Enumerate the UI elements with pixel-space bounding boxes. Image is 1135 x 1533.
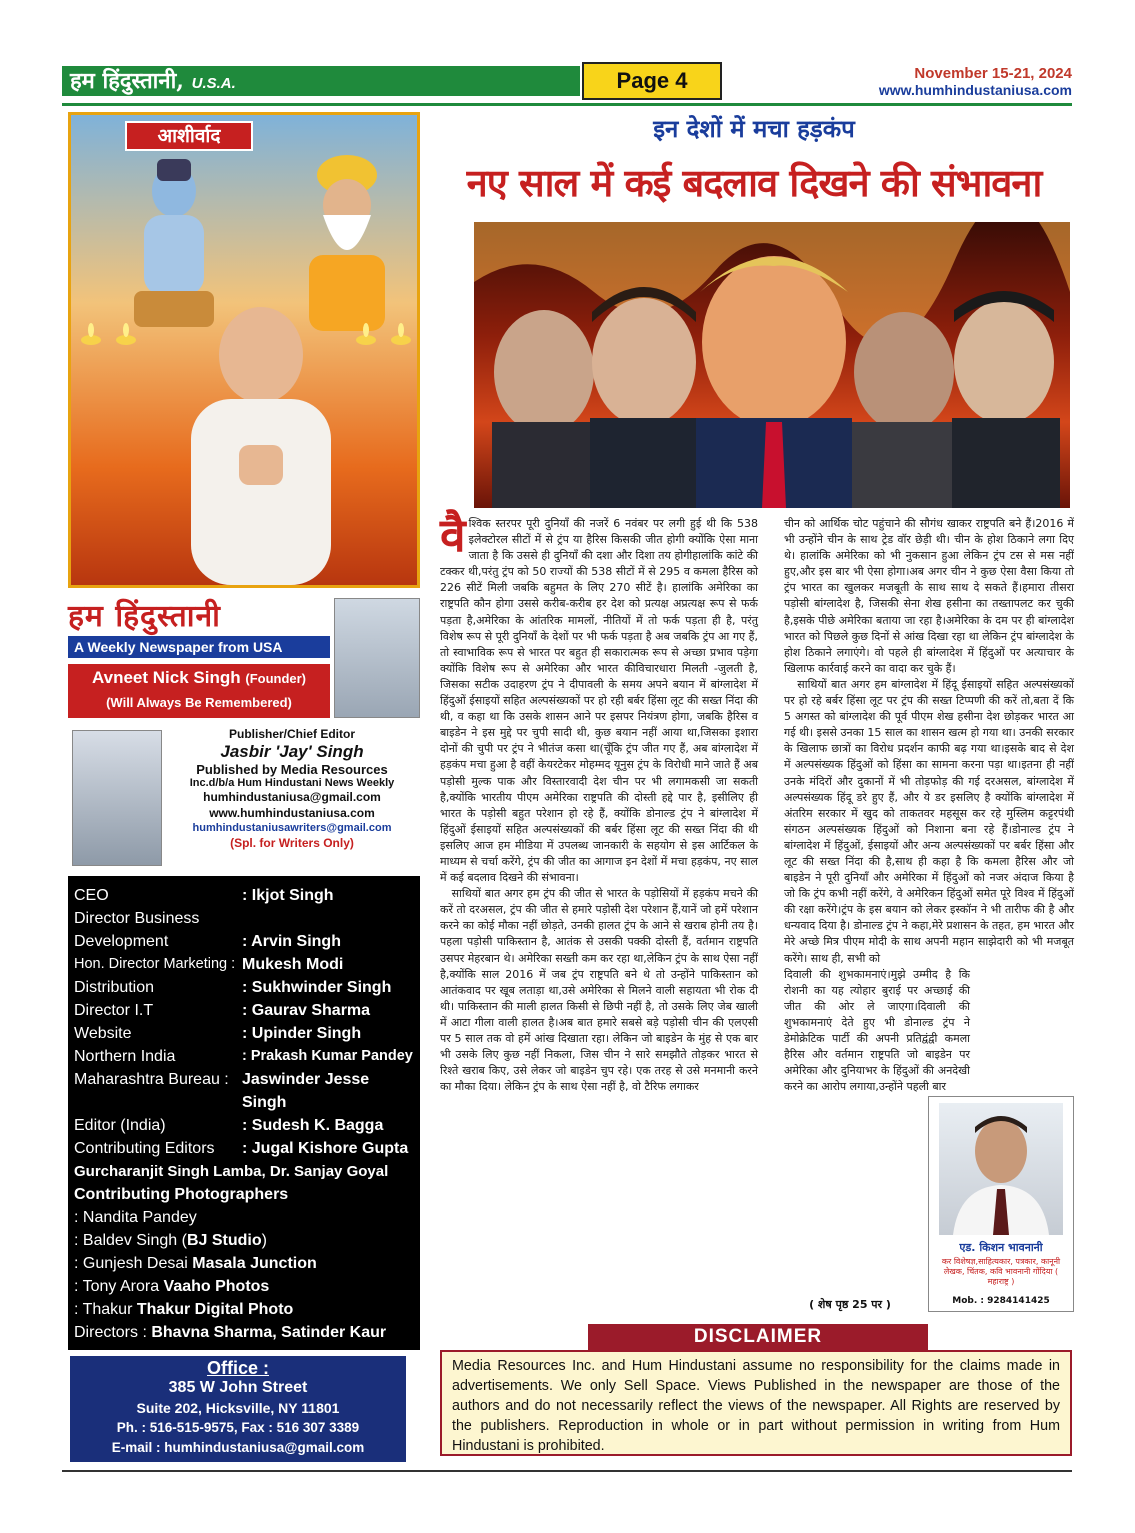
article-column-2 (784, 516, 1074, 1095)
author-box (928, 1096, 1074, 1312)
staff-photographer: : Thakur Thakur Digital Photo (74, 1301, 294, 1318)
founder-name: Avneet Nick Singh (91, 668, 241, 687)
staff-row (74, 953, 414, 976)
office-address (70, 1356, 406, 1462)
office-phone: Ph. : 516-515-9575, Fax : 516 307 3389 (116, 1420, 360, 1435)
disclaimer (440, 1320, 1072, 1456)
newspaper-masthead (68, 596, 420, 720)
article-headline: नए साल में कई बदलाव दिखने की संभावना (466, 161, 1042, 205)
staff-role: CEO (74, 887, 109, 904)
office-title: Office : (206, 1358, 269, 1378)
staff-row (74, 1045, 414, 1068)
founder-box (68, 664, 330, 718)
staff-person: : Ikjot Singh (242, 887, 334, 904)
writers-note: (Spl. for Writers Only) (230, 836, 354, 850)
founder-note: (Will Always Be Remembered) (106, 695, 292, 710)
staff-role: Contributing Photographers (74, 1186, 289, 1203)
article-kicker: इन देशों में मचा हड़कंप (653, 115, 855, 143)
publisher-block (68, 726, 420, 870)
paper-title-suffix: U.S.A. (191, 75, 236, 92)
office-email[interactable]: E-mail : humhindustaniusa@gmail.com (111, 1440, 365, 1455)
masthead-bar (62, 66, 580, 96)
disclaimer-title: DISCLAIMER (588, 1324, 928, 1350)
author-photo (939, 1103, 1063, 1235)
staff-row (74, 999, 414, 1022)
staff-photographer: : Tony Arora Vaaho Photos (74, 1278, 270, 1295)
staff-person: : Sukhwinder Singh (242, 979, 392, 996)
staff-person: Singh (242, 1094, 287, 1111)
article-paragraph: चीन को आर्थिक चोट पहुंचाने की सौगंध खाकर राष्ट्रपति बने हैं।2016 में भी उन्होंने चीन के साथ ट्रेड वॉर छेड़ी थी। चीन के होश ठिकाने लगा दिए थे। हालांकि अमेरिका को भी नुकसान हुआ लेकिन ट्रंप टस से मस नहीं हुए,और इस बार भी ऐसा होगा।अब अगर चीन ने कुछ ऐसा वैसा किया तो ट्रंप भारत का खुलकर मजबूती के साथ साथ दे सकते हैं।हमारा तीसरा पड़ोसी बांग्लादेश है, जिसकी सेना शेख हसीना का तख्तापलट कर चुकी है,इसके पीछे अमेरिका बताया जा रहा है।अमेरिका के दम पर ही बांग्लादेश भारत को पिछले कुछ दिनों से आंख दिखा रहा था लेकिन ट्रंप बांग्लादेश के होश ठिकाने लगाएंगे। वो पहले ही बांग्लादेश में हिंदुओं पर अत्याचार के खिलाफ कार्रवाई करने का वादा कर चुके हैं। (784, 517, 1074, 675)
staff-photographer: : Nandita Pandey (74, 1209, 197, 1226)
staff-role: Website (74, 1025, 132, 1042)
founder-photo (334, 598, 420, 718)
staff-photographer: : Baldev Singh (BJ Studio) (74, 1232, 267, 1249)
office-suite: Suite 202, Hicksville, NY 11801 (136, 1400, 340, 1416)
header-meta (724, 66, 1072, 96)
staff-person: : Arvin Singh (242, 933, 341, 950)
staff-person: : Gaurav Sharma (242, 1002, 371, 1019)
staff-row (74, 1091, 414, 1114)
staff-role: Development (74, 933, 169, 950)
office-street: 385 W John Street (168, 1379, 308, 1396)
staff-row (74, 1022, 414, 1045)
page-number: Page 4 (582, 62, 722, 100)
staff-person: Jaswinder Jesse (242, 1071, 370, 1088)
staff-role: Contributing Editors (74, 1140, 215, 1157)
blessing-badge: आशीर्वाद (125, 121, 253, 151)
disclaimer-text: Media Resources Inc. and Hum Hindustani assume no responsibility for the claims made in advertisements. We only Sell Space. Views Published in the newspaper are those of the authors and do not necessarily reflect the views of the newspaper. All Rights are reserved by the publishers. Reproduction in whole or in part without permission in writing from Hum Hindustani is prohibited. (440, 1350, 1072, 1456)
publisher-name: Jasbir 'Jay' Singh (220, 742, 364, 761)
staff-person: : Sudesh K. Bagga (242, 1117, 384, 1134)
staff-photographer: : Gunjesh Desai Masala Junction (74, 1255, 317, 1272)
staff-row (74, 1068, 414, 1091)
leaders-illustration (474, 222, 1070, 508)
staff-row (74, 1114, 414, 1137)
author-description: कर विशेषज्ञ,साहित्यकार, पत्रकार, कानूनी लेखक, चिंतक, कवि भावनानी गोंदिया ( महाराष्ट्र ) (941, 1257, 1061, 1286)
staff-row (74, 1137, 414, 1160)
founder-role: (Founder) (245, 671, 307, 686)
staff-role: Northern India (74, 1048, 176, 1065)
staff-photographers-title (74, 1183, 414, 1206)
newspaper-logo: हम हिंदुस्तानी (68, 599, 221, 634)
staff-row (74, 976, 414, 999)
dropcap: वै (440, 508, 466, 562)
article-paragraph: साथियों बात अगर हम बांग्लादेश में हिंदू ईसाइयों सहित अल्पसंख्यकों पर हो रहे बर्बर हिंसा लूट पर ट्रंप की सख्त टिप्पणी की करें तो,बता दें कि 5 अगस्त को बांग्लादेश की पूर्व पीएम शेख हसीना देश छोड़कर भारत आ गई थी। इससे उनका 15 साल का शासन खत्म हो गया था। उनकी सरकार के खिलाफ छात्रों का विरोध प्रदर्शन काफी बढ़ गया था।इसके बाद से देश में अल्पसंख्यक हिंदुओं को हिंसा का सामना करना पड़ा था।इतना ही नहीं उनके मंदिरों और दुकानों में भी तोड़फोड़ की गई दरअसल, बांग्लादेश में अल्पसंख्यक हिंदू डरे हुए हैं, और ये डर इसलिए है क्योंकि बांग्लादेश में अंतरिम सरकार में खुद को ताकतवर महसूस कर रहे मुस्लिम कट्टरपंथी संगठन अल्पसंख्यक हिंदुओं को निशाना बना रहे हैं।डोनाल्ड ट्रंप ने बांग्लादेश में हिंदुओं, ईसाइयों और अन्य अल्पसंख्यकों पर बर्बर हिंसा और लूट की सख्त निंदा की है,साथ ही कहा है कि कमला हैरिस और जो बाइडेन ने पूरी दुनियाँ और अमेरिका में हिंदुओं को नजर अंदाज किया है जो कि ट्रंप कभी नहीं करेंगे, वे अमेरिकन हिंदुओं समेत पूरे विश्व में हिंदुओं की रक्षा करेंगे।ट्रंप के इस बयान को लेकर इस्कॉन ने भी तारीफ की है और धन्यवाद दिया है। डोनाल्ड ट्रंप ने कहा,मेरे प्रशासन के तहत, हम भारत और मेरे अच्छे मित्र पीएम मोदी के साथ अपनी महान साझेदारी को भी मजबूत करेंगे। साथ ही, सभी को (784, 677, 1074, 965)
header-rule (62, 103, 1072, 106)
staff-role: Maharashtra Bureau : (74, 1071, 229, 1088)
publisher-photo (72, 730, 162, 866)
article-column-1 (440, 508, 758, 1095)
staff-role: Director Business (74, 910, 200, 927)
article-paragraph: वैश्विक स्तरपर पूरी दुनियाँ की नजरें 6 नवंबर पर लगी हुई थी कि 538 इलेक्टोरल सीटों में से ट्रंप या हैरिस किसकी जीत होगी क्योंकि ऐसा माना जाता है कि उससे ही दुनियाँ की दशा और दिशा तय होगीहालांकि कांटे की टक्कर थी,परंतु ट्रंप को 50 राज्यों की 538 सीटों में से 295 व कमला हैरिस को 226 सीटें मिली जबकि बहुमत के लिए 270 सीटें है। हालांकि अमेरिका का राष्ट्रपति कौन होगा उससे करीब-करीब हर देश को प्रत्यक्ष अप्रत्यक्ष रूप से फर्क पड़ता है,अमेरिका के आंतरिक मामलों, नीतियों में तो फर्क पड़ता ही है, परंतु विशेष रूप से पूरी दुनियाँ के देशों पर भी फर्क पड़ता है अब जबकि ट्रंप आ गए हैं, तो स्वाभाविक रूप से भारत पर बहुत ही सकारात्मक रूप से अच्छा प्रभाव पड़ेगा क्योंकि विशेष रूप से अमेरिका और भारत कीविचारधारा मिलती -जुलती है, जिसका सटीक उदाहरण ट्रंप ने दीपावली के समय अपने बयान में बांग्लादेश में हिंदुओं ईसाइयों सहित अल्पसंख्यकों पर हो रही बर्बर हिंसा लूट की सख्त निंदा की थी, व कहा था कि उसके शासन आने पर इसपर नियंत्रण होगा, जबकि हैरिस व बाइडेन ने इस मुद्दे पर चुपी सादी थी, कुछ बयान नहीं आया था,जिसका इशारा दोनों की चुपी पर ट्रंप ने भीतंज कसा था(चूँकि ट्रंप जीत गए हैं, अब बांग्लादेश में हड़कंप मचा हुआ है वहीं केयरटेकर मोहम्मद यूनुस ट्रंप के विरोधी माने जाते हैं अब पड़ोसी मुल्क पाक और विस्तारवादी देश चीन पर भी लगामकसी जा सकती है,क्योंकि भारतीय पीएम अमेरिका राष्ट्रपति की दोस्ती हद्दे पार है, इसीलिए ही भारत के पड़ोसी बहुत परेशान हो रहे हैं, क्योंकि डोनाल्ड ट्रंप ने बांग्लादेश में हिंदुओं ईसाइयों सहित अल्पसंख्यकों की बर्बर हिंसा लूट की सख्त निंदा की थी इसलिए आज हम मीडिया में उपलब्ध जानकारी के सहयोग से इस आर्टिकल के माध्यम से चर्चा करेंगे, ट्रंप की जीत का आगाज इन देशों में मचा हड़कंप, नए साल में कई बदलाव दिखने की संभावना। (440, 508, 758, 885)
article-paragraph: साथियों बात अगर हम ट्रंप की जीत से भारत के पड़ोसियों में हड़कंप मचने की करें तो दरअसल, ट्रंप की जीत से हमारे पड़ोसी देश परेशान हैं,यानें जो हमें परेशान करने का कोई मौका नहीं छोड़ते, उनकी हालत ट्रंप के आने से खराब होनी तय है। पहला पड़ोसी पाकिस्तान है, आतंक से उसकी पक्की दोस्ती हैं, वर्तमान राष्ट्रपति उसपर मेहरबान थे। अमेरिका सख्ती कम कर रहा था,लेकिन ट्रंप के साथ ऐसा नहीं है,क्योंकि साल 2016 में जब ट्रंप राष्ट्रपति बने थे तो उन्होंने पाकिस्तान को आतंकवाद पर खूब लताड़ा था,उसे अमेरिका से मिलने वाली सहायता भी रोक दी थी। पाकिस्तान की माली हालत किसी से छिपी नहीं है, तो उसके लिए जेब खाली में आटा गीला वाली हालत है।अब बात हमारे सबसे बड़े पड़ोसी चीन की एलएसी पर 5 साल तक वो हमें आंख दिखाता रहा। लेकिन जो बाइडेन के मुंह से एक बार भी उसके लिए कुछ नहीं निकला, जिस चीन ने सारे समझौते तोड़कर भारत से रिश्ते खराब किए, उसे लेकर जो बाइडेन चुप रहे। एक तरह से उसे मनमानी करने का मौका दिया। लेकिन ट्रंप के साथ ऐसा नहीं है, वो टैरिफ लगाकर (440, 887, 758, 1094)
footer-rule (62, 1470, 1072, 1472)
staff-person: Mukesh Modi (242, 956, 344, 973)
continued-note: ( शेष पृष्ठ 25 पर ) (809, 1298, 891, 1311)
paper-title (70, 66, 236, 96)
staff-row (74, 930, 414, 953)
staff-row (74, 884, 414, 907)
author-name: एड. किशन भावनानी (959, 1241, 1043, 1254)
published-by: Published by Media Resources (196, 762, 388, 777)
page-header (62, 62, 1072, 102)
issue-date: November 15-21, 2024 (914, 65, 1072, 82)
leaders-photo (474, 222, 1070, 508)
publisher-email[interactable]: humhindustaniusa@gmail.com (203, 790, 381, 804)
staff-role: Hon. Director Marketing : (74, 956, 236, 972)
staff-role: Editor (India) (74, 1117, 166, 1134)
author-portrait (939, 1103, 1063, 1235)
staff-directory (68, 876, 420, 1350)
staff-person: : Prakash Kumar Pandey (242, 1048, 413, 1064)
publisher-dba: Inc.d/b/a Hum Hindustani News Weekly (189, 777, 395, 789)
writers-email[interactable]: humhindustaniusawriters@gmail.com (192, 822, 392, 834)
staff-person: : Jugal Kishore Gupta (242, 1140, 409, 1157)
publisher-role: Publisher/Chief Editor (228, 727, 355, 741)
blessing-image (68, 112, 420, 588)
saint-illustration (151, 295, 371, 585)
staff-directors: Directors : Bhavna Sharma, Satinder Kaur (74, 1324, 387, 1341)
article-paragraph: दिवाली की शुभकामनाएं।मुझे उम्मीद है कि रोशनी का यह त्योहार बुराई पर अच्छाई की जीत की ओर ले जाएगा।दिवाली की शुभकामनाएं देते हुए भी डोनाल्ड ट्रंप ने डेमोक्रेटिक पार्टी की अपनी प्रतिद्वंद्वी कमला हैरिस और वर्तमान राष्ट्रपति जो बाइडेन पर अमेरिका और दुनियाभर के हिंदुओं की अनदेखी करने का आरोप लगाया,उन्होंने पहली बार (784, 967, 970, 1094)
publisher-website[interactable]: www.humhindustaniusa.com (209, 806, 375, 820)
author-mobile: Mob. : 9284141425 (952, 1296, 1050, 1306)
website-link[interactable]: www.humhindustaniusa.com (878, 82, 1072, 98)
publisher-info (164, 726, 420, 851)
newspaper-tagline: A Weekly Newspaper from USA (68, 636, 330, 658)
staff-contributors (74, 1160, 414, 1183)
staff-role: Distribution (74, 979, 155, 996)
staff-person: : Upinder Singh (242, 1025, 362, 1042)
staff-role: Director I.T (74, 1002, 154, 1019)
staff-person: Gurcharanjit Singh Lamba, Dr. Sanjay Goyal (74, 1163, 389, 1180)
founder-line (68, 664, 330, 693)
paper-title-text: हम हिंदुस्तानी, (70, 68, 184, 94)
